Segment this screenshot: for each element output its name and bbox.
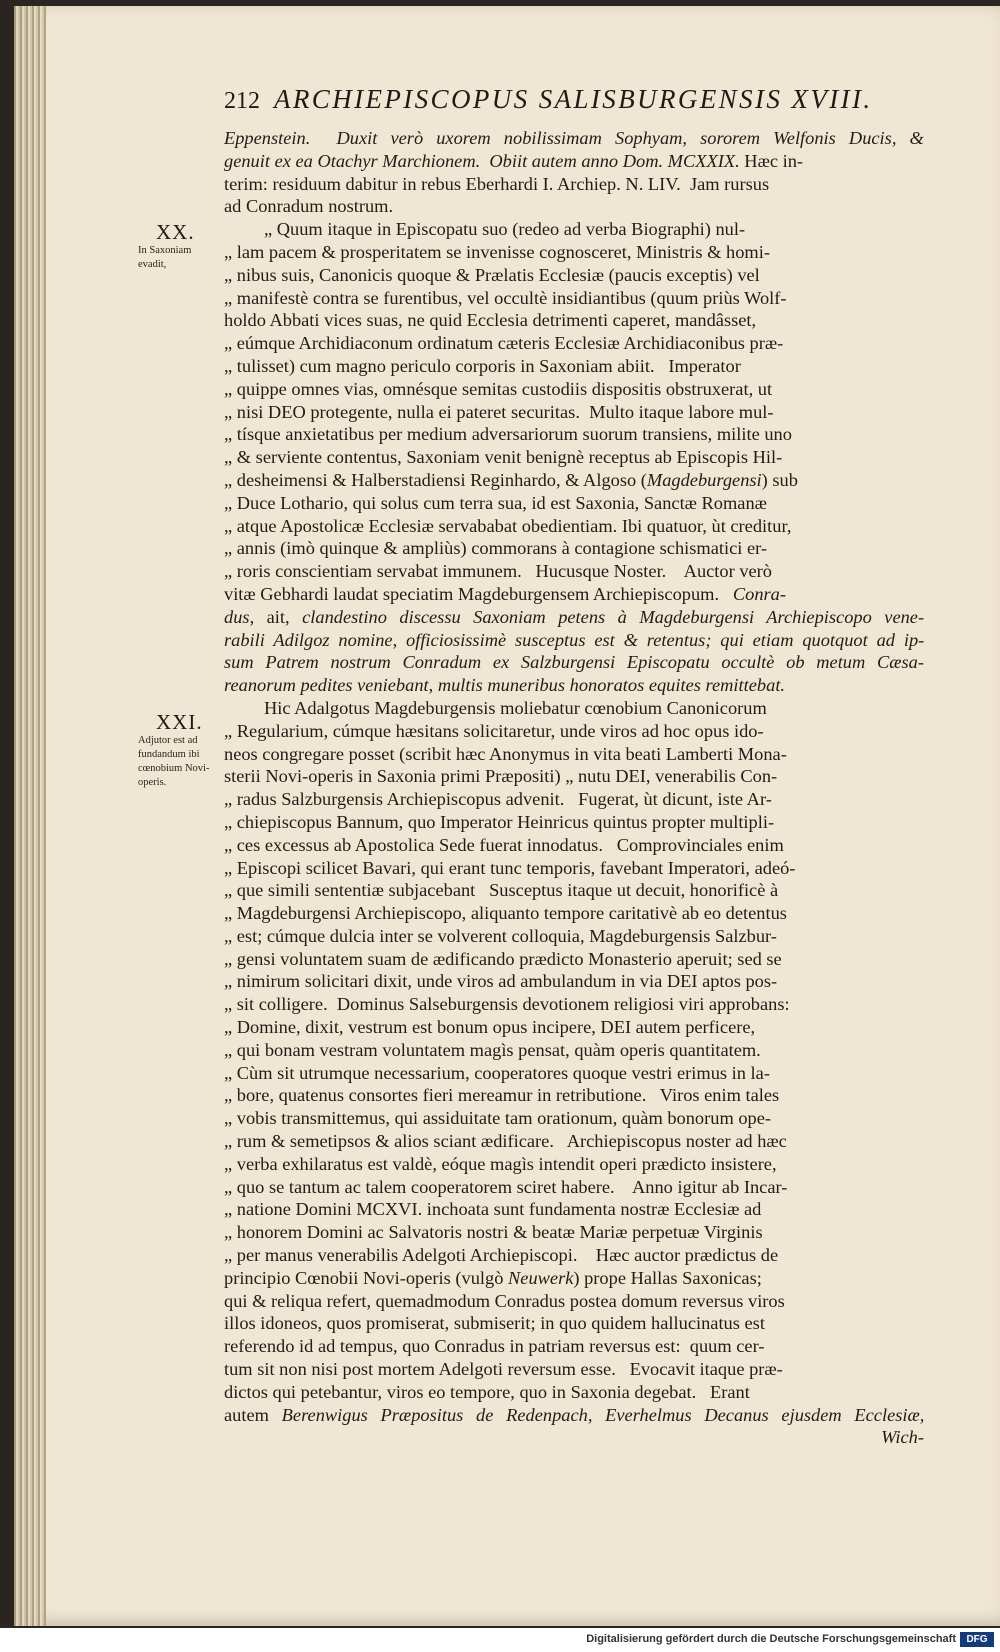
italic-text: sum Patrem nostrum Conradum ex Salzburgensi Episcopatu occultè ob metum Cæsa- — [224, 652, 924, 673]
roman-text: Hic Adalgotus Magdeburgensis moliebatur cœnobium Canonicorum — [264, 697, 767, 718]
roman-text: „ Domine, dixit, vestrum est bonum opus incipere, DEI autem perficere, — [224, 1017, 756, 1038]
text-line — [224, 583, 924, 606]
italic-text: Neuwerk — [508, 1267, 574, 1288]
text-line — [224, 537, 924, 560]
text-line-content — [224, 1312, 765, 1335]
roman-text: „ vobis transmittemus, qui assiduitate tam orationum, quàm bonorum ope- — [224, 1108, 772, 1129]
text-line — [224, 857, 924, 880]
roman-text: „ tísque anxietatibus per medium adversariorum suorum transiens, milite uno — [224, 424, 792, 445]
roman-text: „ quippe omnes vias, omnésque semitas custodiis dispositis obstruxerat, ut — [224, 378, 773, 399]
roman-text: „ per manus venerabilis Adelgoti Archiepiscopi. Hæc auctor prædictus de — [224, 1245, 779, 1266]
text-line — [224, 401, 924, 424]
text-line-content — [224, 1107, 771, 1130]
roman-text: „ honorem Domini ac Salvatoris nostri & beatæ Mariæ perpetuæ Virginis — [224, 1222, 763, 1243]
text-line — [224, 1404, 924, 1427]
italic-text: reanorum pedites veniebant, multis muneribus honoratos equites remittebat. — [224, 675, 786, 696]
text-line — [224, 651, 924, 674]
text-line-content — [224, 264, 760, 287]
text-line — [224, 492, 924, 515]
text-line — [224, 150, 924, 173]
roman-text: vitæ Gebhardi laudat speciatim Magdeburgensem Archiepiscopum. — [224, 583, 733, 604]
roman-text: „ que simili sententiæ subjacebant Susceptus itaque ut decuit, honorificè à — [224, 880, 779, 901]
text-line — [224, 1290, 924, 1313]
text-line — [224, 1221, 924, 1244]
roman-text: „ roris conscientiam servabat immunem. Hucusque Noster. Auctor verò — [224, 561, 773, 582]
roman-text: terim: residuum dabitur in rebus Eberhardi I. Archiep. N. LIV. Jam rursus — [224, 173, 770, 194]
roman-text: autem — [224, 1404, 282, 1425]
text-line-content — [224, 583, 786, 606]
running-title: ARCHIEPISCOPUS SALISBURGENSIS XVIII. — [274, 84, 873, 114]
roman-text: „ lam pacem & prosperitatem se invenisse cognosceret, Ministris & homi- — [224, 241, 770, 262]
text-line-content — [224, 127, 924, 150]
text-line — [224, 925, 924, 948]
text-line — [224, 173, 924, 196]
text-line — [224, 1039, 924, 1062]
text-line — [224, 560, 924, 583]
text-line-content — [224, 173, 769, 196]
text-line — [224, 1244, 924, 1267]
text-line-content — [224, 720, 764, 743]
text-line — [224, 378, 924, 401]
text-line — [224, 469, 924, 492]
text-line — [224, 993, 924, 1016]
text-line-content — [224, 537, 767, 560]
body-text — [224, 127, 924, 1449]
text-line-content — [224, 355, 741, 378]
text-line — [224, 1198, 924, 1221]
text-line — [224, 743, 924, 766]
text-line-content — [224, 309, 756, 332]
roman-text: „ qui bonam vestram voluntatem magìs pensat, quàm operis quantitatem. — [224, 1039, 761, 1060]
text-line — [224, 1335, 924, 1358]
section-number-xx: XX. — [156, 220, 195, 244]
roman-text: „ annis (imò quinque & ampliùs) commorans à contagione schismatici er- — [224, 538, 768, 559]
text-line-content — [224, 423, 792, 446]
text-line — [224, 515, 924, 538]
text-line-content — [224, 970, 777, 993]
page-edges — [14, 6, 46, 1626]
roman-text: ad Conradum nostrum. — [224, 196, 394, 217]
text-line-content — [224, 378, 772, 401]
text-line-content — [224, 1290, 785, 1313]
text-line — [224, 970, 924, 993]
text-line-content — [224, 743, 787, 766]
roman-text: dictos qui petebantur, viros eo tempore, quo in Saxonia degebat. Erant — [224, 1381, 750, 1402]
text-line-content — [224, 788, 772, 811]
text-line-content — [224, 332, 783, 355]
text-line — [224, 332, 924, 355]
roman-text: „ natione Domini MCXVI. inchoata sunt fundamenta nostræ Ecclesiæ ad — [224, 1199, 762, 1220]
roman-text: „ desheimensi & Halberstadiensi Reginhardo, & Algoso ( — [224, 469, 647, 490]
text-line-content — [224, 1130, 787, 1153]
text-line-content — [224, 765, 777, 788]
roman-text: „ est; cúmque dulcia inter se volverent colloquia, Magdeburgensis Salzbur- — [224, 925, 777, 946]
roman-text: „ Magdeburgensi Archiepiscopo, aliquanto tempore caritativè ab eo detentus — [224, 903, 787, 924]
page-header — [224, 84, 924, 115]
text-line-content — [224, 1084, 779, 1107]
text-line — [224, 697, 924, 720]
text-line-content — [224, 1221, 763, 1244]
roman-text: „ verba exhilaratus est valdè, eóque magìs intendit operi prædicto insistere, — [224, 1153, 777, 1174]
text-line — [224, 811, 924, 834]
text-line-content — [224, 1176, 787, 1199]
text-line — [224, 218, 924, 241]
text-line-content — [881, 1426, 924, 1449]
roman-text: neos congregare posset (scribit hæc Anonymus in vita beati Lamberti Mona- — [224, 743, 787, 764]
text-line — [224, 948, 924, 971]
text-line — [224, 1381, 924, 1404]
text-line-content — [224, 150, 803, 173]
text-line-content — [224, 1153, 777, 1176]
text-line-content — [224, 811, 774, 834]
italic-text: rabili Adilgoz nomine, officiosissimè susceptus est & retentus; qui etiam quotquot ad ip- — [224, 629, 924, 650]
text-line — [224, 1153, 924, 1176]
roman-text: „ bore, quatenus consortes fieri mereamur in retributione. Viros enim tales — [224, 1085, 780, 1106]
text-line-content — [224, 1358, 783, 1381]
roman-text: „ nimirum solicitari dixit, unde viros ad ambulandum in via DEI aptos pos- — [224, 971, 778, 992]
text-line-content — [224, 1267, 762, 1290]
text-line — [224, 1016, 924, 1039]
text-line-content — [224, 834, 784, 857]
roman-text: „ sit colligere. Dominus Salseburgensis devotionem religiosi viri approbans: — [224, 994, 790, 1015]
roman-text: „ ces excessus ab Apostolica Sede fuerat innodatus. Comprovinciales enim — [224, 834, 784, 855]
digitization-credit: Digitalisierung gefördert durch die Deutsche Forschungsgemeinschaft — [586, 1633, 956, 1645]
roman-text: referendo id ad tempus, quo Conradus in patriam reversus est: quum cer- — [224, 1336, 765, 1357]
section-number-xxi: XXI. — [156, 710, 203, 734]
roman-text: „ rum & semetipsos & alios sciant ædificare. Archiepiscopus noster ad hæc — [224, 1131, 787, 1152]
italic-text: Berenwigus Præpositus de Redenpach, Everhelmus Decanus ejusdem Ecclesiæ, — [281, 1404, 924, 1425]
text-line — [224, 446, 924, 469]
roman-text: „ & serviente contentus, Saxoniam venit benignè receptus ab Episcopis Hil- — [224, 447, 783, 468]
text-line-content — [224, 560, 772, 583]
roman-text: „ gensi voluntatem suam de ædificando prædicto Monasterio aperuit; sed se — [224, 948, 782, 969]
roman-text: „ Episcopi scilicet Bavari, qui erant tunc temporis, favebant Imperatori, adeó- — [224, 857, 796, 878]
italic-text: Wich- — [881, 1427, 924, 1448]
text-line-content — [224, 606, 924, 629]
roman-text: „ nibus suis, Canonicis quoque & Prælatis Ecclesiæ (paucis exceptis) vel — [224, 264, 760, 285]
roman-text: „ manifestè contra se furentibus, vel occultè insidiantibus (quum priùs Wolf- — [224, 287, 787, 308]
roman-text: „ atque Apostolicæ Ecclesiæ servababat obedientiam. Ibi quatuor, ùt creditur, — [224, 515, 792, 536]
roman-text: „ quo se tantum ac talem cooperatorem sciret habere. Anno igitur ab Incar- — [224, 1176, 788, 1197]
text-line-content — [224, 674, 785, 697]
text-line — [224, 264, 924, 287]
text-line — [224, 879, 924, 902]
text-line — [224, 1130, 924, 1153]
text-line-content — [264, 218, 745, 241]
text-line-content — [224, 1404, 924, 1427]
italic-text: Conra- — [732, 583, 786, 604]
text-line-content — [224, 195, 393, 218]
roman-text: qui & reliqua refert, quemadmodum Conradus postea domum reversus viros — [224, 1290, 785, 1311]
margin-note-xx: In Saxoniam evadit, — [138, 245, 192, 270]
text-line-content — [224, 879, 778, 902]
roman-text: ) prope Hallas Saxonicas; — [573, 1267, 762, 1288]
text-line-content — [224, 629, 924, 652]
roman-text: „ chiepiscopus Bannum, quo Imperator Heinricus quintus propter multipli- — [224, 811, 775, 832]
text-line-content — [224, 401, 774, 424]
text-line-content — [224, 925, 777, 948]
roman-text: tum sit non nisi post mortem Adelgoti reversum esse. Evocavit itaque præ- — [224, 1359, 783, 1380]
text-line — [224, 1358, 924, 1381]
roman-text: , ait, — [249, 606, 303, 627]
text-line-content — [224, 948, 782, 971]
text-line-content — [224, 857, 795, 880]
text-line-content — [224, 1335, 764, 1358]
italic-text: genuit ex ea Otachyr Marchionem. Obiit autem anno Dom. MCXXIX. — [224, 150, 740, 171]
dfg-logo: DFG — [960, 1632, 994, 1647]
italic-text: Eppenstein. Duxit verò uxorem nobilissimam Sophyam, sororem Welfonis Ducis, & — [224, 128, 924, 148]
text-line — [224, 195, 924, 218]
roman-text: ) sub — [761, 469, 798, 490]
roman-text: sterii Novi-operis in Saxonia primi Præpositi) „ nutu DEI, venerabilis Con- — [224, 766, 778, 787]
roman-text: principio Cœnobii Novi-operis (vulgò — [224, 1267, 509, 1288]
text-line — [224, 720, 924, 743]
text-line-content — [224, 1381, 750, 1404]
text-line — [224, 355, 924, 378]
text-line — [224, 902, 924, 925]
text-line — [224, 788, 924, 811]
text-line-content — [224, 651, 924, 674]
margin-note-xxi: Adjutor est ad fundandum ibi cœnobium Novi-operis. — [138, 735, 210, 788]
text-line — [224, 1176, 924, 1199]
text-line — [224, 834, 924, 857]
italic-text: Magdeburgensi — [646, 469, 762, 490]
roman-text: „ tulisset) cum magno periculo corporis in Saxoniam abiit. Imperator — [224, 355, 741, 376]
text-line-content — [224, 1039, 761, 1062]
page-number: 212 — [224, 88, 260, 114]
text-line — [224, 309, 924, 332]
roman-text: „ Duce Lothario, qui solus cum terra sua, id est Saxonia, Sanctæ Romanæ — [224, 492, 767, 513]
roman-text: „ Quum itaque in Episcopatu suo (redeo ad verba Biographi) nul- — [264, 219, 746, 240]
text-line-content — [224, 446, 782, 469]
roman-text: „ nisi DEO protegente, nulla ei pateret securitas. Multo itaque labore mul- — [224, 401, 774, 422]
text-line — [224, 241, 924, 264]
text-line-content — [224, 993, 790, 1016]
italic-text: dus — [224, 606, 250, 627]
text-line — [224, 423, 924, 446]
text-line — [224, 629, 924, 652]
text-line-content — [224, 492, 767, 515]
text-line-content — [224, 1244, 778, 1267]
roman-text: „ Cùm sit utrumque necessarium, cooperatores quoque vestri erimus in la- — [224, 1062, 770, 1083]
text-line-content — [224, 1016, 755, 1039]
roman-text: „ radus Salzburgensis Archiepiscopus advenit. Fugerat, ùt dicunt, iste Ar- — [224, 789, 772, 810]
text-line-content — [224, 1062, 770, 1085]
roman-text: holdo Abbati vices suas, ne quid Ecclesia detrimenti caperet, mandâsset, — [224, 310, 757, 331]
text-line — [224, 1426, 924, 1449]
text-line-content — [224, 469, 798, 492]
roman-text: „ eúmque Archidiaconum ordinatum cæteris Ecclesiæ Archidiaconibus præ- — [224, 333, 784, 354]
text-line-content — [224, 515, 791, 538]
text-line — [224, 287, 924, 310]
text-line-content — [264, 697, 767, 720]
text-line — [224, 1062, 924, 1085]
italic-text: clandestino discessu Saxoniam petens à Magdeburgensi Archiepiscopo vene- — [302, 606, 924, 627]
text-line-content — [224, 241, 770, 264]
text-line — [224, 1084, 924, 1107]
roman-text: illos idoneos, quos promiserat, submiserit; in quo quidem hallucinatus est — [224, 1313, 765, 1334]
text-line — [224, 765, 924, 788]
text-line — [224, 606, 924, 629]
text-line — [224, 127, 924, 150]
text-line-content — [224, 1198, 761, 1221]
text-line — [224, 674, 924, 697]
text-line — [224, 1312, 924, 1335]
text-line-content — [224, 287, 787, 310]
roman-text: „ Regularium, cúmque hæsitans solicitaretur, unde viros ad hoc opus ido- — [224, 720, 764, 741]
text-line — [224, 1107, 924, 1130]
text-line — [224, 1267, 924, 1290]
text-line-content — [224, 902, 787, 925]
roman-text: Hæc in- — [739, 150, 804, 171]
